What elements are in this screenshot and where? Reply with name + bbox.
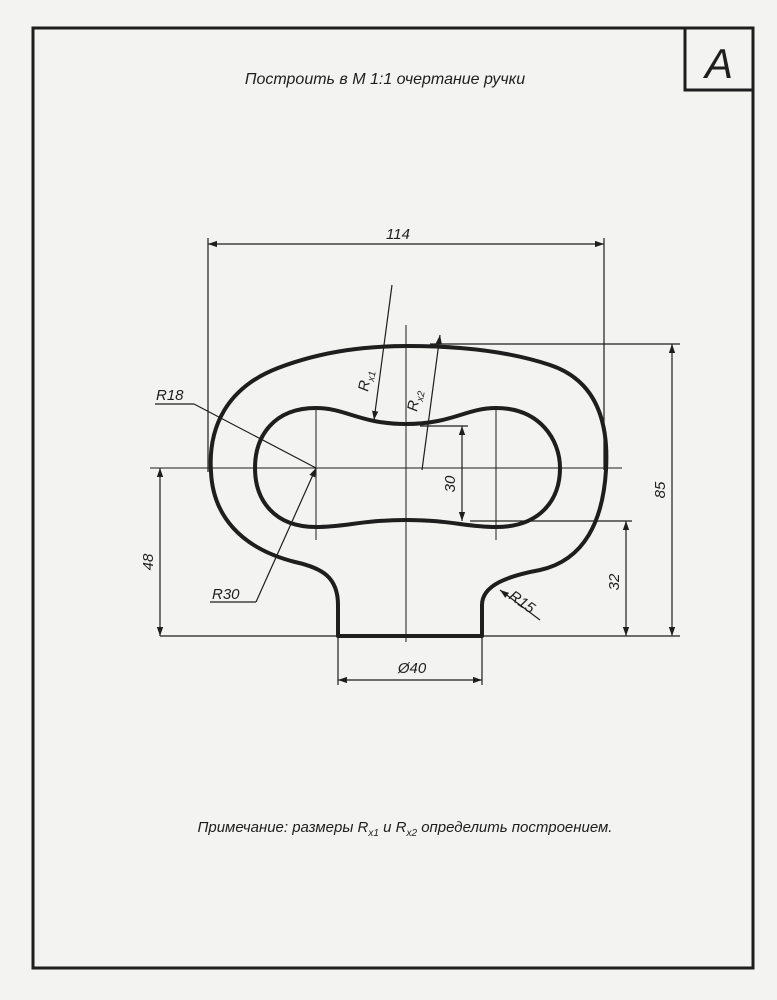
dimension-lines xyxy=(155,244,672,680)
dim-diameter-40: Ø40 xyxy=(397,660,427,677)
r30-arrow xyxy=(256,468,316,602)
sheet-title: Построить в М 1:1 очертание ручки xyxy=(244,71,526,88)
dim-rx1 xyxy=(355,369,378,394)
dim-r30: R30 xyxy=(212,586,240,603)
dim-114: 114 xyxy=(386,226,410,243)
dim-32: 32 xyxy=(606,573,623,591)
dim-85: 85 xyxy=(652,481,669,499)
dim-r15: R15 xyxy=(505,587,539,618)
sheet-note: Примечание: размеры $R_{x1}$ и $R_{x2}$ определить построением. xyxy=(197,819,613,839)
extension-lines xyxy=(160,238,680,685)
dim-r18: R18 xyxy=(156,387,184,404)
handle-outer-contour xyxy=(211,346,607,636)
dim-48: 48 xyxy=(140,553,157,571)
dim-rx2 xyxy=(404,388,427,413)
rx1-arrow xyxy=(374,285,392,420)
dim-30: 30 xyxy=(442,475,459,493)
svg-text:Rx2: $R_{x2}$ xyxy=(404,390,428,413)
svg-text:Rx1: $R_{x1}$ xyxy=(355,370,379,393)
sheet-letter: А xyxy=(704,40,734,87)
